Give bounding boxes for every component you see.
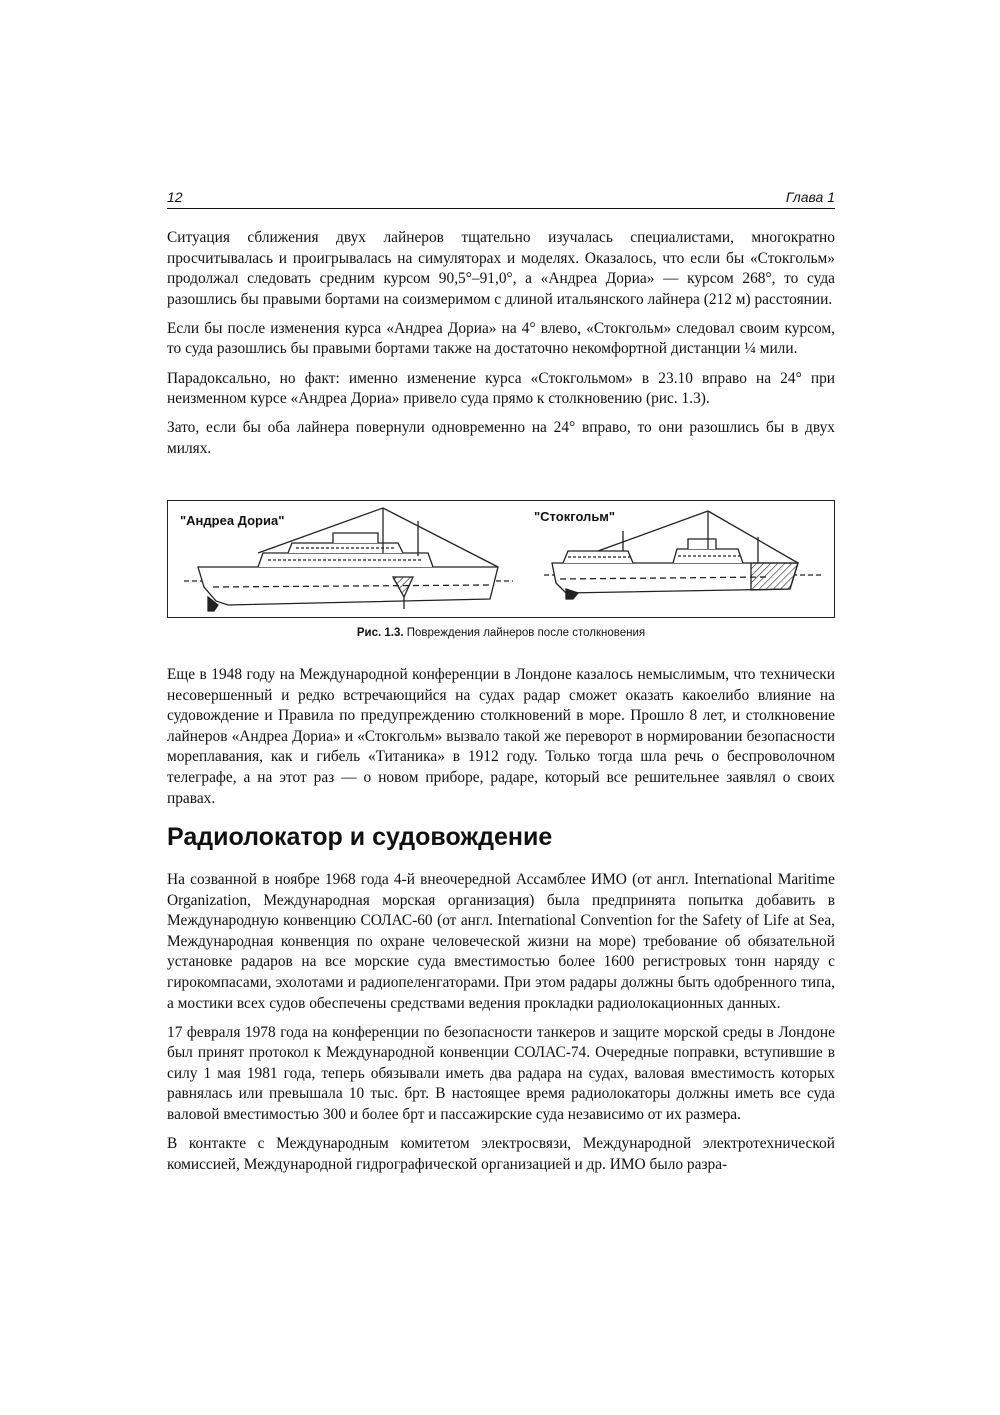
ship-stockholm (544, 511, 823, 599)
paragraph: 17 февраля 1978 года на конференции по безопасности танкеров и защите морской среды в Лондоне был принят протокол к Международной конвенции СОЛАС-74. Очередные поправки, вступившие в силу 1 мая 1981 года, теперь обязывали иметь два радара на судах, валовая вместимость которых равнялась или превышала 10 тыс. брт. В настоящее время радиолокаторы должны иметь все суда валовой вместимостью 300 и более брт и пассажирские суда независимо от их размера. (167, 1023, 835, 1124)
paragraph: Если бы после изменения курса «Андреа Дориа» на 4° влево, «Стокгольм» следовал своим курсом, то суда разошлись бы правыми бортами также на достаточно некомфортной дистанции ¼ мили. (167, 319, 835, 358)
page-number: 12 (167, 189, 183, 205)
label-stockholm: "Стокгольм" (534, 509, 616, 524)
paragraph: На созванной в ноябре 1968 года 4-й внеочередной Ассамблее ИМО (от англ. International Maritime Organization, Международная морская организация) была предпринята попытка добавить в Международную конвенцию СОЛАС-60 (от англ. International Convention for the Safety of Life at Sea, Международная конвенция по охране человеческой жизни на море) требование об обязательной установке радаров на все морские суда вместимостью более 1600 регистровых тонн наряду с гирокомпасами, эхолотами и радиопеленгаторами. При этом радары должны быть одобренного типа, а мостики всех судов обеспечены средствами ведения прокладки радиолокационных данных. (167, 871, 835, 1012)
chapter-title: Глава 1 (785, 189, 835, 205)
label-andrea-doria: "Андреа Дориа" (180, 513, 285, 528)
paragraph: Парадоксально, но факт: именно изменение курса «Стокгольмом» в 23.10 вправо на 24° при неизменном курсе «Андреа Дориа» привело суда прямо к столкновению (рис. 1.3). (167, 369, 835, 408)
figure-ships (167, 500, 835, 618)
section-text (167, 870, 835, 1184)
middle-text (167, 665, 835, 818)
paragraph: Зато, если бы оба лайнера повернули одновременно на 24° вправо, то они разошлись бы в двух милях. (167, 419, 835, 457)
paragraph: Ситуация сближения двух лайнеров тщательно изучалась специалистами, многократно просчитывалась и проигрывалась на симуляторах и моделях. Оказалось, что если бы «Стокгольм» продолжал следовать средним курсом 90,5°–91,0°, а «Андреа Дориа» — курсом 268°, то суда разошлись бы правыми бортами на соизмеримом с длиной итальянского лайнера (212 м) расстоянии. (167, 229, 835, 308)
running-head (167, 188, 835, 209)
section-heading: Радиолокатор и судовождение (167, 823, 553, 851)
paragraph: В контакте с Международным комитетом электросвязи, Международной электротехнической комиссией, Международной гидрографической организацией и др. ИМО было разра- (167, 1135, 835, 1173)
figure-caption (167, 627, 835, 639)
caption-number: Рис. 1.3. (356, 627, 404, 639)
intro-text (167, 228, 835, 468)
paragraph: Еще в 1948 году на Международной конференции в Лондоне казалось немыслимым, что технически несовершенный и редко встречающийся на судах радар сможет оказать какоелибо влияние на судовождение и Правила по предупреждению столкновений в море. Прошло 8 лет, и столкновение лайнеров «Андреа Дориа» и «Стокгольм» вызвало такой же переворот в нормировании безопасности мореплавания, как и гибель «Титаника» в 1912 году. Только тогда шла речь о беспроволочном телеграфе, а на этот раз — о новом приборе, радаре, который все решительнее заявлял о своих правах. (167, 666, 835, 807)
caption-text: Повреждения лайнеров после столкновения (406, 627, 646, 639)
damage-area (751, 563, 798, 590)
